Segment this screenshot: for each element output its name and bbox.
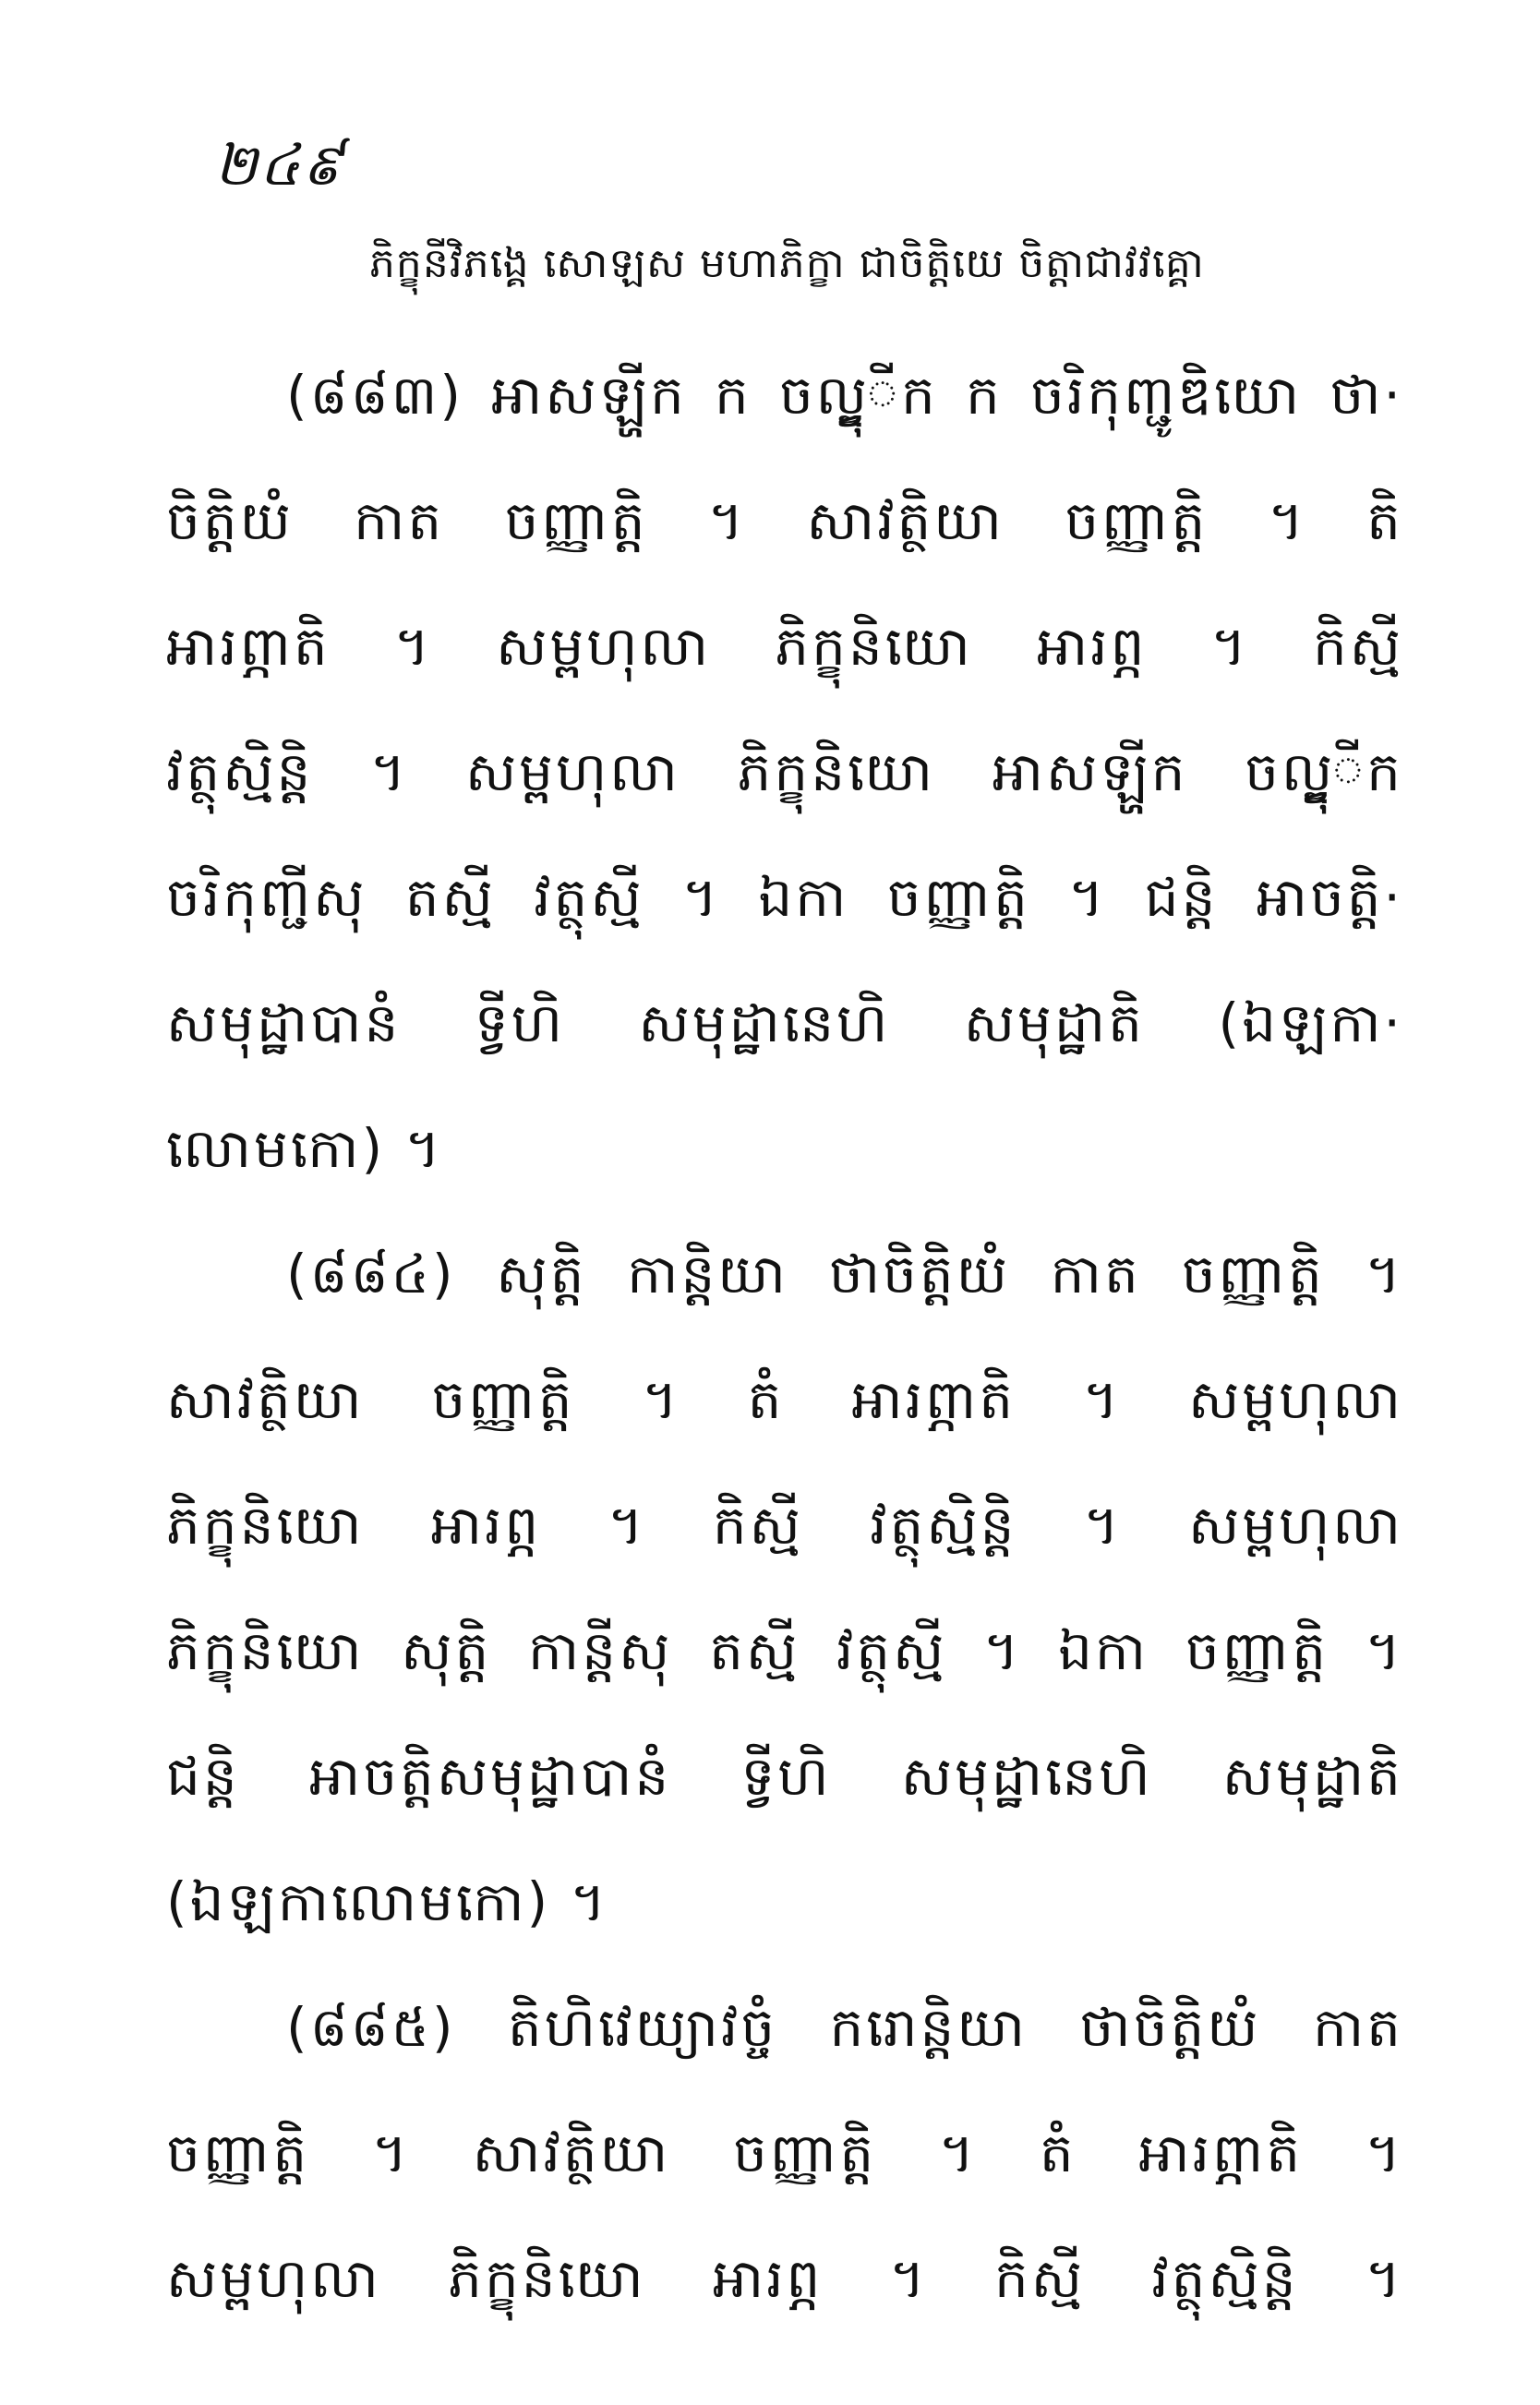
text-line: អារព្ភាតិ ។ សម្ពហុលា ភិក្ខុនិយោ អារព្ភ ។ កិស្មី (166, 615, 1403, 678)
text-line: (ឯឡកាលោមកោ) ។ (166, 1870, 608, 1933)
text-line: សម្ពហុលា ភិក្ខុនិយោ អារព្ភ ។ កិស្មី វត្ថុស្មិន្តិ ។ (166, 2247, 1403, 2310)
text-line: ជន្តិ អាចត្តិសមុដ្ឋាបានំ ទ្វីហិ សមុដ្ឋានេហិ សមុដ្ឋាតិ (166, 1745, 1403, 1808)
running-header: ភិក្ខុនីវិភង្គេ សោឡស មហាភិក្ខា ជាចិត្តិយេ ចិត្តាជាវវគ្គោ (369, 240, 1205, 287)
text-line: សាវត្ថិយា ចញ្ញាត្តិ ។ តំ អារព្ភាតិ ។ សម្ពហុលា (166, 1368, 1403, 1431)
paragraph-883 (166, 332, 1403, 1211)
text-line: ភិក្ខុនិយោ សុត្តិ កាន្តីសុ តស្មី វត្ថុស្មី ។ ឯកា ចញ្ញាត្តិ ។ (166, 1619, 1403, 1682)
text-line: (៨៨៣) អាសឡ្ហីក ក ចល្វុ្ឌីក ក ចរិកុញ្ជូឌិយោ ថា· (286, 364, 1403, 427)
body-text (166, 332, 1403, 2341)
text-line: ចិត្តិយំ កាត ចញ្ញាត្តិ ។ សាវត្ថិយា ចញ្ញាត្តិ ។ តិ (166, 489, 1403, 552)
text-line: លោមកោ) ។ (166, 1117, 443, 1180)
text-line: សមុដ្ឋាបានំ ទ្វីហិ សមុដ្ឋានេហិ សមុដ្ឋាតិ (ឯឡកា· (166, 992, 1403, 1054)
text-line: ភិក្ខុនិយោ អារព្ភ ។ កិស្មី វត្ថុស្មិន្តិ ។ សម្ពហុលា (166, 1494, 1403, 1557)
paragraph-885 (166, 1965, 1403, 2341)
text-line: ចរិកុញ្ជីសុ តស្មី វត្ថុស្មី ។ ឯកា ចញ្ញាត្តិ ។ ជន្តិ អាចត្តិ· (166, 866, 1403, 929)
text-line: ចញ្ញាត្តិ ។ សាវត្ថិយា ចញ្ញាត្តិ ។ តំ អារព្ភាតិ ។ (166, 2122, 1403, 2184)
page-number: ២៤៩ (214, 131, 344, 198)
text-line: (៨៨៤) សុត្តិ កាន្តិយា ថាចិត្តិយំ កាត ចញ្ញាត្តិ ។ (286, 1243, 1403, 1305)
text-line: (៨៨៥) តិហិវេយ្យាវច្ចំ ករោន្តិយា ថាចិត្តិយំ កាត (286, 1996, 1403, 2059)
text-line: វត្ថុស្មិន្តិ ។ សម្ពហុលា ភិក្ខុនិយោ អាសឡ្ហីក ចល្វុ្ឌីក (166, 740, 1403, 803)
paragraph-884 (166, 1211, 1403, 1965)
